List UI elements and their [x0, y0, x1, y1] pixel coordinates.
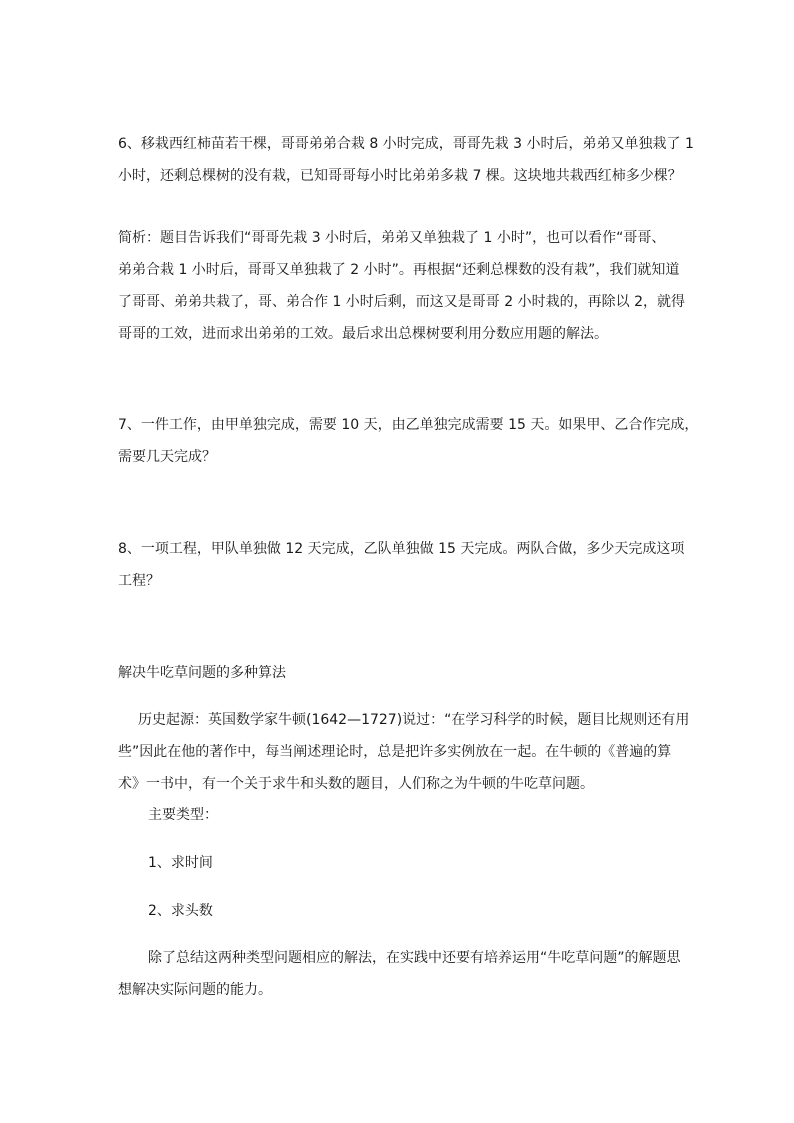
type-1	[148, 847, 718, 879]
conclusion-line-1: 除了总结这两种类型问题相应的解法，在实践中还要有培养运用“牛吃草问题”的解题思	[148, 950, 681, 966]
history-line-2: 些”因此在他的著作中，每当阐述理论时，总是把许多实例放在一起。在牛顿的《普遍的算	[118, 744, 672, 760]
question-7-line-1: 7、一件工作，由甲单独完成，需要 10 天，由乙单独完成需要 15 天。如果甲、乙合作完成，	[118, 417, 699, 433]
analysis-line-4: 哥哥的工效，进而求出弟弟的工效。最后求出总棵树要利用分数应用题的解法。	[118, 326, 608, 342]
type-2-text: 2、求头数	[148, 903, 213, 919]
analysis-line-2: 弟弟合栽 1 小时后，哥哥又单独栽了 2 小时”。再根据“还剩总棵数的没有栽”，我们就知道	[118, 262, 680, 278]
history-line-1: 历史起源：英国数学家牛顿(1642—1727)说过：“在学习科学的时候，题目比规则还有用	[138, 712, 690, 728]
analysis-paragraph	[118, 222, 688, 350]
question-8	[118, 533, 688, 597]
types-heading-text: 主要类型：	[148, 807, 218, 823]
question-7-line-2: 需要几天完成？	[118, 449, 216, 465]
conclusion-paragraph	[118, 942, 688, 1006]
history-line-3: 术》一书中，有一个关于求牛和头数的题目，人们称之为牛顿的牛吃草问题。	[118, 776, 594, 792]
conclusion-line-2: 想解决实际问题的能力。	[118, 982, 272, 998]
section-title	[118, 657, 688, 689]
type-1-text: 1、求时间	[148, 855, 213, 871]
question-8-line-2: 工程？	[118, 573, 160, 589]
analysis-line-3: 了哥哥、弟弟共栽了，哥、弟合作 1 小时后剩，而这又是哥哥 2 小时栽的，再除以 2，就得	[118, 294, 685, 310]
section-title-text: 解决牛吃草问题的多种算法	[118, 665, 286, 681]
question-6	[118, 128, 694, 192]
types-heading	[148, 799, 718, 831]
question-6-line-1: 6、移栽西红柿苗若干棵，哥哥弟弟合栽 8 小时完成，哥哥先栽 3 小时后，弟弟又单独栽了 1	[118, 136, 694, 152]
question-6-line-2: 小时，还剩总棵树的没有栽，已知哥哥每小时比弟弟多栽 7 棵。这块地共栽西红柿多少棵？	[118, 168, 682, 184]
question-7	[118, 409, 699, 473]
type-2	[148, 895, 718, 927]
analysis-line-1: 简析：题目告诉我们“哥哥先栽 3 小时后，弟弟又单独栽了 1 小时”，也可以看作“哥哥、	[118, 230, 666, 246]
question-8-line-1: 8、一项工程，甲队单独做 12 天完成，乙队单独做 15 天完成。两队合做，多少天完成这项	[118, 541, 685, 557]
history-paragraph	[118, 704, 688, 800]
